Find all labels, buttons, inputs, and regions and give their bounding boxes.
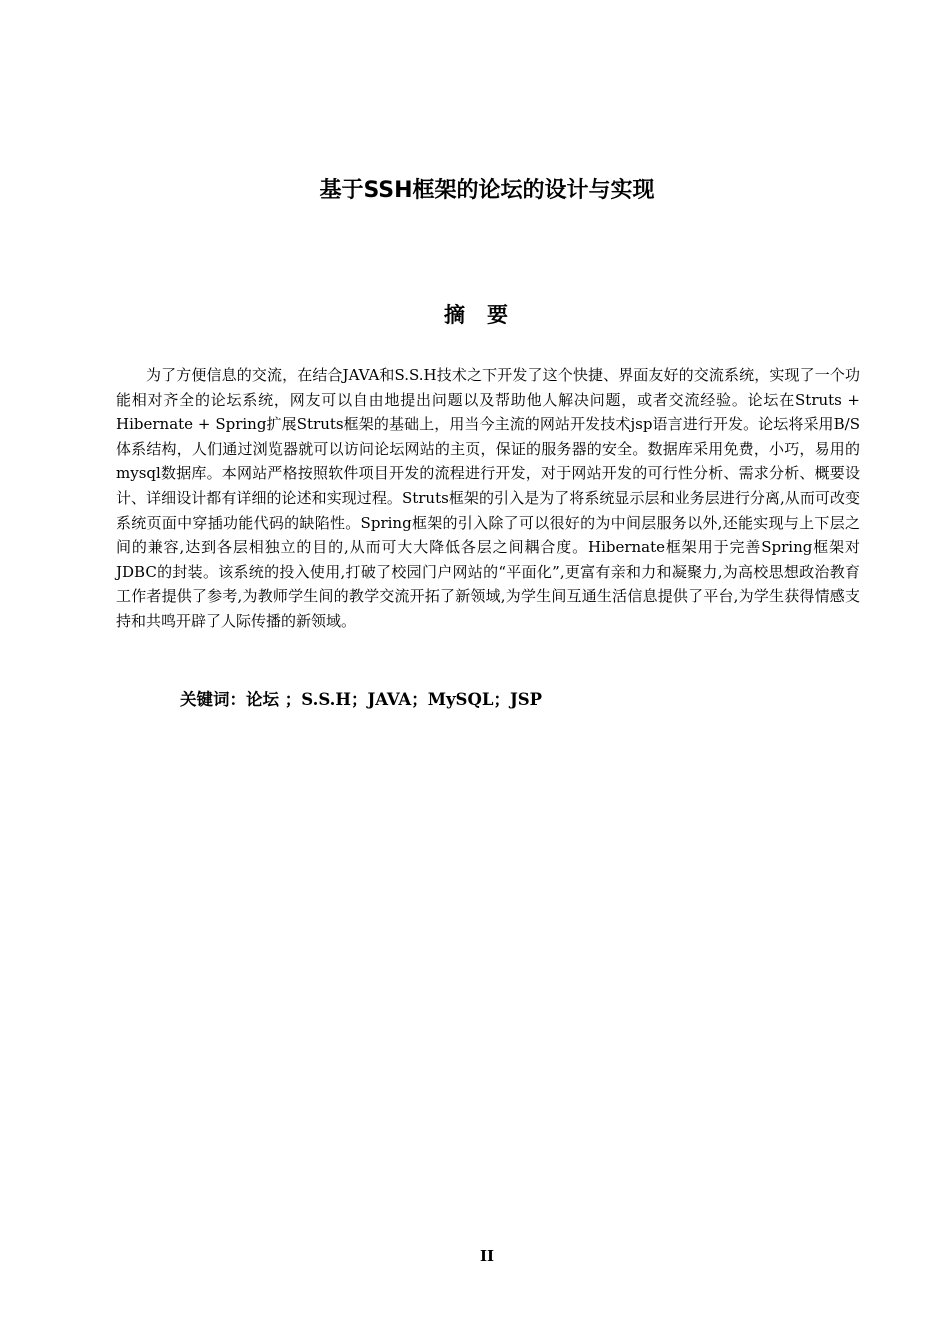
abstract-body: 为了方便信息的交流，在结合JAVA和S.S.H技术之下开发了这个快捷、界面友好的交流系统，实现了一个功能相对齐全的论坛系统，网友可以自由地提出问题以及帮助他人解决问题，或者交流经验。论坛在Struts + Hibernate + Spring扩展Struts框架的基础上，用当今主流的网站开发技术jsp语言进行开发。论坛将采用B/S体系结构，人们通过浏览器就可以访问论坛网站的主页，保证的服务器的安全。数据库采用免费，小巧，易用的mysql数据库。本网站严格按照软件项目开发的流程进行开发，对于网站开发的可行性分析、需求分析、概要设计、详细设计都有详细的论述和实现过程。Struts框架的引入是为了将系统显示层和业务层进行分离,从而可改变系统页面中穿插功能代码的缺陷性。Spring框架的引入除了可以很好的为中间层服务以外,还能实现与上下层之间的兼容,达到各层相独立的目的,从而可大大降低各层之间耦合度。Hibernate框架用于完善Spring框架对JDBC的封装。该系统的投入使用,打破了校园门户网站的“平面化”,更富有亲和力和凝聚力,为高校思想政治教育工作者提供了参考,为教师学生间的教学交流开拓了新领域,为学生间互通生活信息提供了平台,为学生获得情感支持和共鸣开辟了人际传播的新领域。: [116, 366, 860, 630]
document-title: 基于SSH框架的论坛的设计与实现: [319, 178, 655, 203]
keywords-line: [180, 686, 860, 714]
page-number: II: [479, 1247, 495, 1265]
abstract-heading: 摘要: [444, 303, 530, 327]
keywords-text: 论坛 ；S.S.H；JAVA；MySQL；JSP: [246, 690, 543, 709]
keywords-label: 关键词：: [180, 690, 246, 709]
